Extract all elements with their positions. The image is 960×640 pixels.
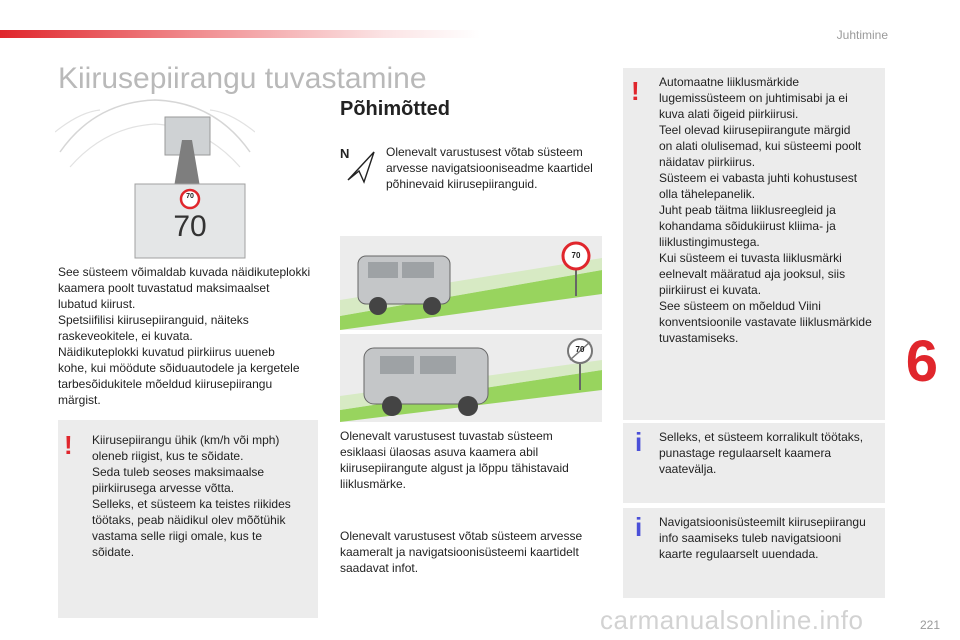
chapter-number: 6 xyxy=(905,329,938,394)
warning-note-units xyxy=(58,420,318,618)
info-icon: i xyxy=(635,427,643,457)
section-label: Juhtimine xyxy=(836,28,888,42)
warning-note-units-text: Kiirusepiirangu ühik (km/h või mph) oleneb riigist, kus te sõidate. Seda tuleb seoses maksimaalse piirkiirusega arvesse võtta. Selleks, et süsteem ka teistes riikides töötaks, peab näidikul olev mõõtühik vastama selle riigi omale, kus te sõidate. xyxy=(92,433,291,559)
navigation-text: Olenevalt varustusest võtab süsteem arvesse navigatsiooniseadme kaartidel põhinevaid kiirusepiiranguid. xyxy=(386,145,593,191)
info-icon: i xyxy=(635,512,643,542)
warning-icon: ! xyxy=(64,430,73,460)
info-note-camera xyxy=(623,423,885,503)
instrument-cluster-illustration xyxy=(55,92,255,262)
road-scene-top xyxy=(340,236,602,330)
road-sign-top-value: 70 xyxy=(571,251,581,260)
warning-icon: ! xyxy=(631,76,640,106)
road-scene-bottom xyxy=(340,334,602,422)
page-title: Kiirusepiirangu tuvastamine xyxy=(58,62,427,95)
section-subtitle: Põhimõtted xyxy=(340,98,450,120)
intro-paragraph: See süsteem võimaldab kuvada näidikuteplokki kaamera poolt tuvastatud maksimaalset lubatud kiirust. Spetsiifilisi kiirusepiiranguid, näiteks raskeveokitele, ei kuvata. Näidikuteplokki kuvatud piirkiirus uueneb kohe, kui möödute sõiduautodele ja kergetele tarbesõidukitele mõeldud kiirusepiirangu märgist. xyxy=(58,265,311,407)
warning-note-system-text: Automaatne liiklusmärkide lugemissüsteem on juhtimisabi ja ei kuva alati õigeid piirkiirusi. Teel olevad kiirusepiirangute märgid on alati olulisemad, kui süsteemi poolt näidatav piirkiirus. Süsteem ei vabasta juhti kohustusest olla tähelepanelik. Juht peab täitma liiklusreegleid ja kohandama sõidukiirust kliima- ja liiklustingimustega. Kui süsteem ei tuvasta liiklusmärki eelnevalt määratud aja jooksul, siis piirkiirust ei kuvata. See süsteem on mõeldud Viini konventsioonile vastavate liiklusmärkide tuvastamiseks. xyxy=(659,75,872,345)
cluster-sign-value: 70 xyxy=(186,193,194,200)
page-number: 221 xyxy=(919,618,940,632)
combined-info-paragraph: Olenevalt varustusest võtab süsteem arvesse kaameralt ja navigatsioonisüsteemi kaartidelt saadavat infot. xyxy=(340,529,583,575)
header-accent-bar xyxy=(0,30,480,38)
info-note-camera-text: Selleks, et süsteem korralikult töötaks, punastage regulaarselt kaamera vaatevälja. xyxy=(659,430,864,476)
watermark: carmanualsonline.info xyxy=(600,605,864,635)
info-note-navigation-text: Navigatsioonisüsteemilt kiirusepiirangu info saamiseks tuleb navigatsiooni kaarte regulaarselt uuendada. xyxy=(659,515,866,561)
cluster-speed-display: 70 xyxy=(173,210,207,243)
camera-paragraph: Olenevalt varustusest tuvastab süsteem esiklaasi ülaosas asuva kaamera abil kiirusepiirangute algust ja lõppu tähistavaid liiklusmärke. xyxy=(340,429,569,491)
compass-letter: N xyxy=(340,146,350,161)
info-note-navigation xyxy=(623,508,885,598)
warning-note-system xyxy=(623,68,885,420)
road-sign-bottom-value: 70 xyxy=(575,345,585,354)
